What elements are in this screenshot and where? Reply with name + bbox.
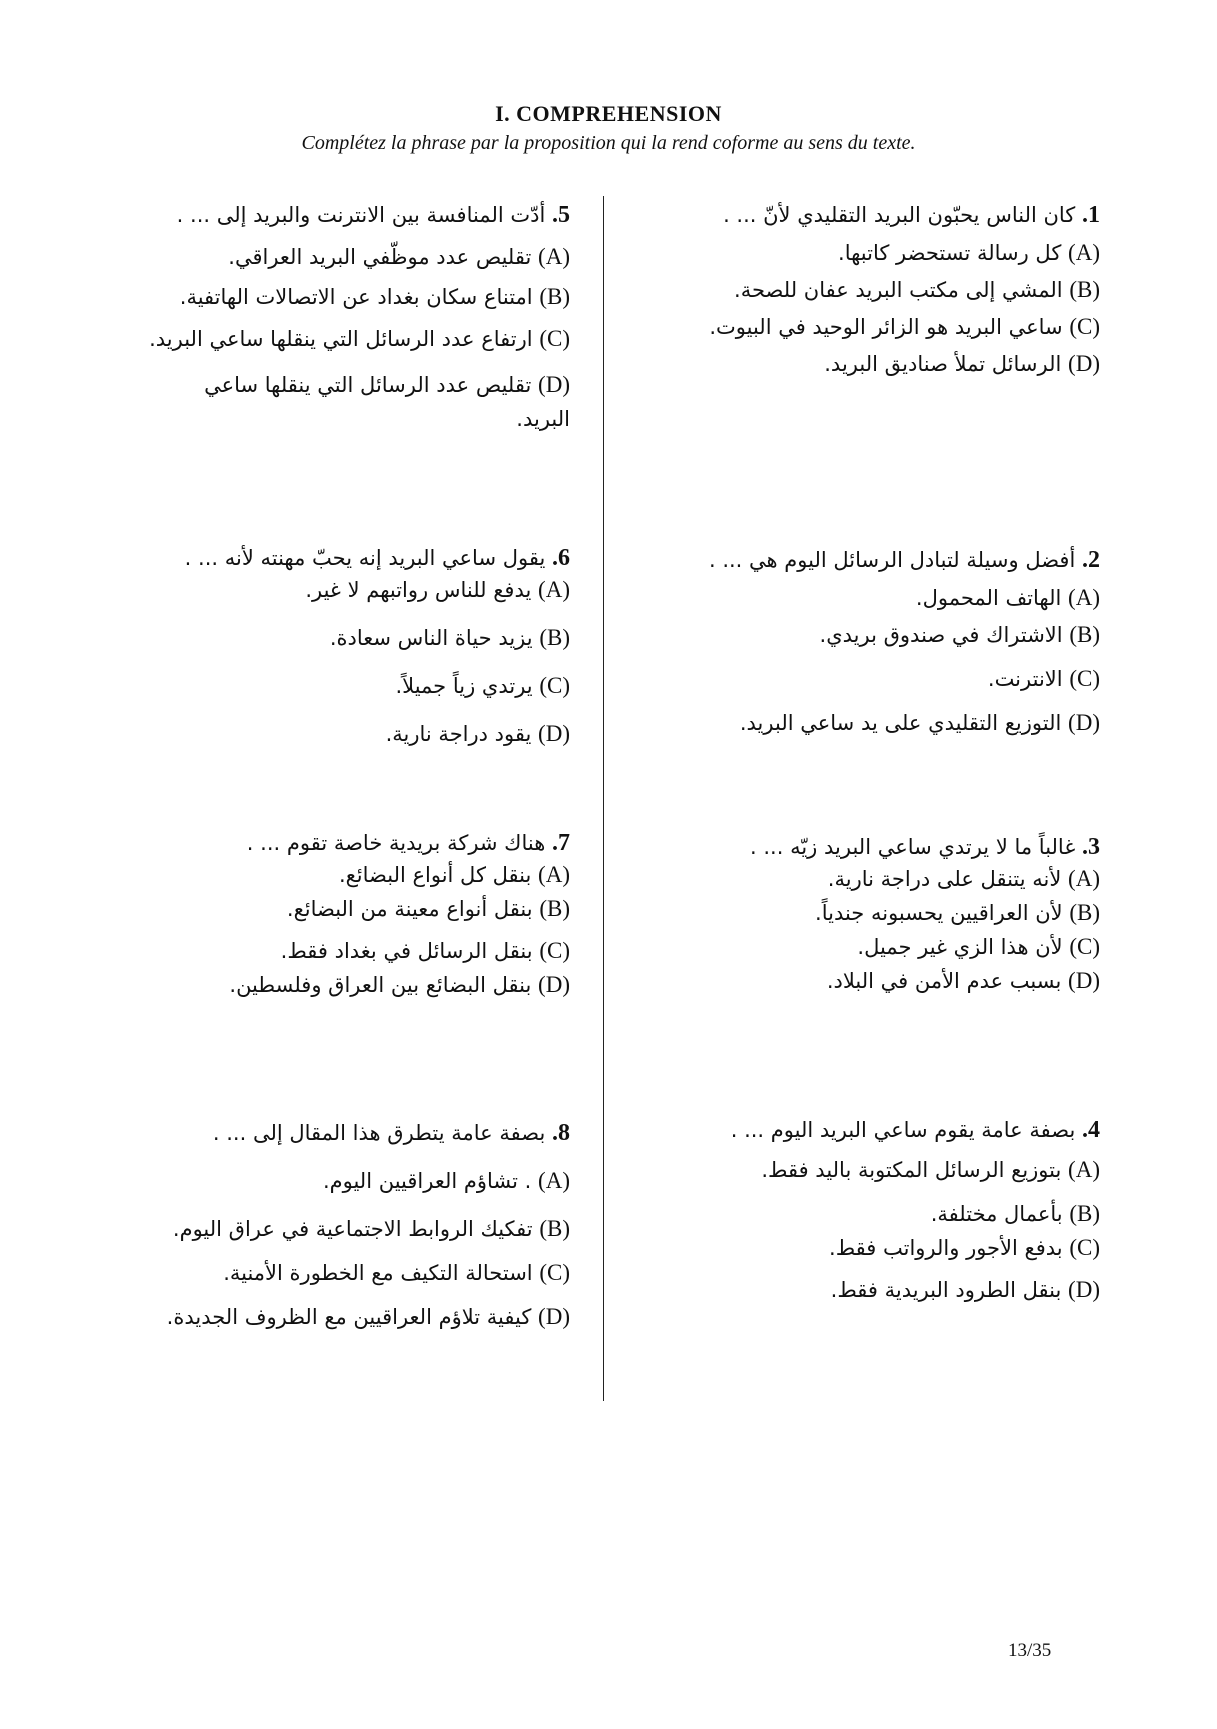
option-d[interactable] [110,970,570,1000]
option-letter: (B) [1069,900,1100,925]
option-letter: (B) [539,1216,570,1241]
question-8 [110,1118,570,1339]
option-b[interactable] [640,1199,1100,1229]
question-text: بصفة عامة يتطرق هذا المقال إلى ... . [212,1121,546,1145]
question-stem [640,1115,1100,1145]
option-b[interactable] [640,898,1100,928]
instruction-text: Complétez la phrase par la proposition qui la rend coforme au sens du texte. [301,132,916,154]
question-text: هناك شركة بريدية خاصة تقوم ... . [246,831,546,855]
option-text: تفكيك الروابط الاجتماعية في عراق اليوم. [172,1217,533,1241]
option-letter: (A) [1068,585,1100,610]
question-5 [110,200,570,443]
option-text: يرتدي زياً جميلاً. [395,674,533,698]
option-text: لأنه يتنقل على دراجة نارية. [827,867,1062,891]
question-stem [640,545,1100,575]
option-letter: (B) [1069,277,1100,302]
option-text: بنقل البضائع بين العراق وفلسطين. [229,973,532,997]
option-letter: (B) [539,896,570,921]
option-letter: (A) [538,1168,570,1193]
option-a[interactable] [640,583,1100,613]
option-d[interactable] [640,1275,1100,1305]
question-text: كان الناس يحبّون البريد التقليدي لأنّ ... . [723,203,1076,227]
option-d[interactable] [110,719,570,749]
option-a[interactable] [640,1155,1100,1185]
question-number: 1. [1082,202,1100,228]
option-text: لأن العراقيين يحسبونه جندياً. [815,901,1063,925]
option-text: يزيد حياة الناس سعادة. [329,626,533,650]
option-letter: (C) [539,938,570,963]
page-number: 13/35 [1008,1640,1052,1661]
option-text: امتناع سكان بغداد عن الاتصالات الهاتفية. [179,285,533,309]
question-stem [640,832,1100,862]
option-letter: (B) [1069,622,1100,647]
option-letter: (D) [1068,1277,1100,1302]
option-letter: (A) [538,862,570,887]
question-text: يقول ساعي البريد إنه يحبّ مهنته لأنه ... . [184,546,546,570]
option-text: بنقل كل أنواع البضائع. [338,863,532,887]
option-letter: (A) [1068,866,1100,891]
option-a[interactable] [110,860,570,890]
option-d[interactable] [640,708,1100,738]
option-a[interactable] [640,864,1100,894]
option-b[interactable] [110,623,570,653]
option-text: تقليص عدد الرسائل التي ينقلها ساعي البريد. [204,373,570,431]
question-number: 7. [552,830,570,856]
question-stem [110,828,570,858]
option-text: بسبب عدم الأمن في البلاد. [826,969,1062,993]
option-c[interactable] [130,322,570,356]
option-d[interactable] [640,966,1100,996]
option-text: الانترنت. [987,667,1063,691]
question-7 [110,828,570,1007]
question-number: 6. [552,545,570,571]
option-b[interactable] [640,275,1100,305]
option-letter: (C) [1069,1235,1100,1260]
section-title: I. COMPREHENSION [495,101,722,126]
option-letter: (A) [538,577,570,602]
question-1 [640,200,1100,386]
option-letter: (B) [1069,1201,1100,1226]
question-stem [110,1118,570,1148]
option-letter: (A) [1068,1157,1100,1182]
option-text: بنقل الرسائل في بغداد فقط. [280,939,533,963]
option-a[interactable] [640,238,1100,268]
question-text: أدّت المنافسة بين الانترنت والبريد إلى ... . [176,203,546,227]
question-3 [640,832,1100,1003]
option-text: استحالة التكيف مع الخطورة الأمنية. [223,1261,533,1285]
question-text: غالباً ما لا يرتدي ساعي البريد زيّه ... . [750,835,1076,859]
option-letter: (D) [538,372,570,397]
option-text: بدفع الأجور والرواتب فقط. [829,1236,1063,1260]
option-letter: (A) [538,244,570,269]
option-c[interactable] [640,312,1100,342]
option-c[interactable] [110,936,570,966]
option-d[interactable] [640,349,1100,379]
option-text: . تشاؤم العراقيين اليوم. [322,1169,532,1193]
option-letter: (D) [538,1304,570,1329]
question-number: 5. [552,202,570,228]
option-a[interactable] [110,1166,570,1196]
option-text: لأن هذا الزي غير جميل. [857,935,1063,959]
question-number: 3. [1082,834,1100,860]
page-header [0,100,1217,156]
option-b[interactable] [110,894,570,924]
question-text: بصفة عامة يقوم ساعي البريد اليوم ... . [730,1118,1076,1142]
option-text: المشي إلى مكتب البريد عفان للصحة. [734,278,1063,302]
question-stem [640,200,1100,230]
option-d[interactable] [150,368,570,436]
option-d[interactable] [110,1302,570,1332]
question-number: 4. [1082,1117,1100,1143]
option-letter: (B) [539,284,570,309]
option-text: يدفع للناس رواتبهم لا غير. [305,578,532,602]
question-stem [110,200,570,230]
option-letter: (C) [539,673,570,698]
option-letter: (D) [1068,710,1100,735]
question-stem [110,543,570,573]
question-2 [640,545,1100,745]
question-6 [110,543,570,756]
option-text: الهاتف المحمول. [915,586,1062,610]
option-text: يقود دراجة نارية. [385,722,532,746]
option-text: بتوزيع الرسائل المكتوبة باليد فقط. [761,1158,1062,1182]
option-text: التوزيع التقليدي على يد ساعي البريد. [739,711,1062,735]
option-letter: (C) [539,1260,570,1285]
question-4 [640,1115,1100,1312]
question-number: 8. [552,1120,570,1146]
option-a[interactable] [110,242,570,272]
question-text: أفضل وسيلة لتبادل الرسائل اليوم هي ... . [708,548,1076,572]
option-b[interactable] [110,1214,570,1244]
option-a[interactable] [110,575,570,605]
option-text: بأعمال مختلفة. [930,1202,1063,1226]
option-text: ارتفاع عدد الرسائل التي ينقلها ساعي البريد. [149,327,533,351]
option-c[interactable] [640,664,1100,694]
option-c[interactable] [110,671,570,701]
option-text: بنقل الطرود البريدية فقط. [830,1278,1062,1302]
option-letter: (C) [1069,666,1100,691]
column-divider [603,196,604,1401]
option-text: الرسائل تملأ صناديق البريد. [824,352,1062,376]
option-letter: (C) [1069,314,1100,339]
option-b[interactable] [640,620,1100,650]
option-letter: (D) [1068,968,1100,993]
option-letter: (D) [538,972,570,997]
option-c[interactable] [640,1233,1100,1263]
option-text: ساعي البريد هو الزائر الوحيد في البيوت. [709,315,1063,339]
option-text: بنقل أنواع معينة من البضائع. [286,897,533,921]
option-letter: (A) [1068,240,1100,265]
option-letter: (B) [539,625,570,650]
question-number: 2. [1082,547,1100,573]
option-letter: (D) [1068,351,1100,376]
option-letter: (C) [1069,934,1100,959]
option-c[interactable] [640,932,1100,962]
option-text: تقليص عدد موظّفي البريد العراقي. [228,245,532,269]
option-c[interactable] [110,1258,570,1288]
option-letter: (C) [539,326,570,351]
option-b[interactable] [110,282,570,312]
option-text: الاشتراك في صندوق بريدي. [819,623,1063,647]
option-text: كل رسالة تستحضر كاتبها. [838,241,1062,265]
option-letter: (D) [538,721,570,746]
option-text: كيفية تلاؤم العراقيين مع الظروف الجديدة. [166,1305,532,1329]
